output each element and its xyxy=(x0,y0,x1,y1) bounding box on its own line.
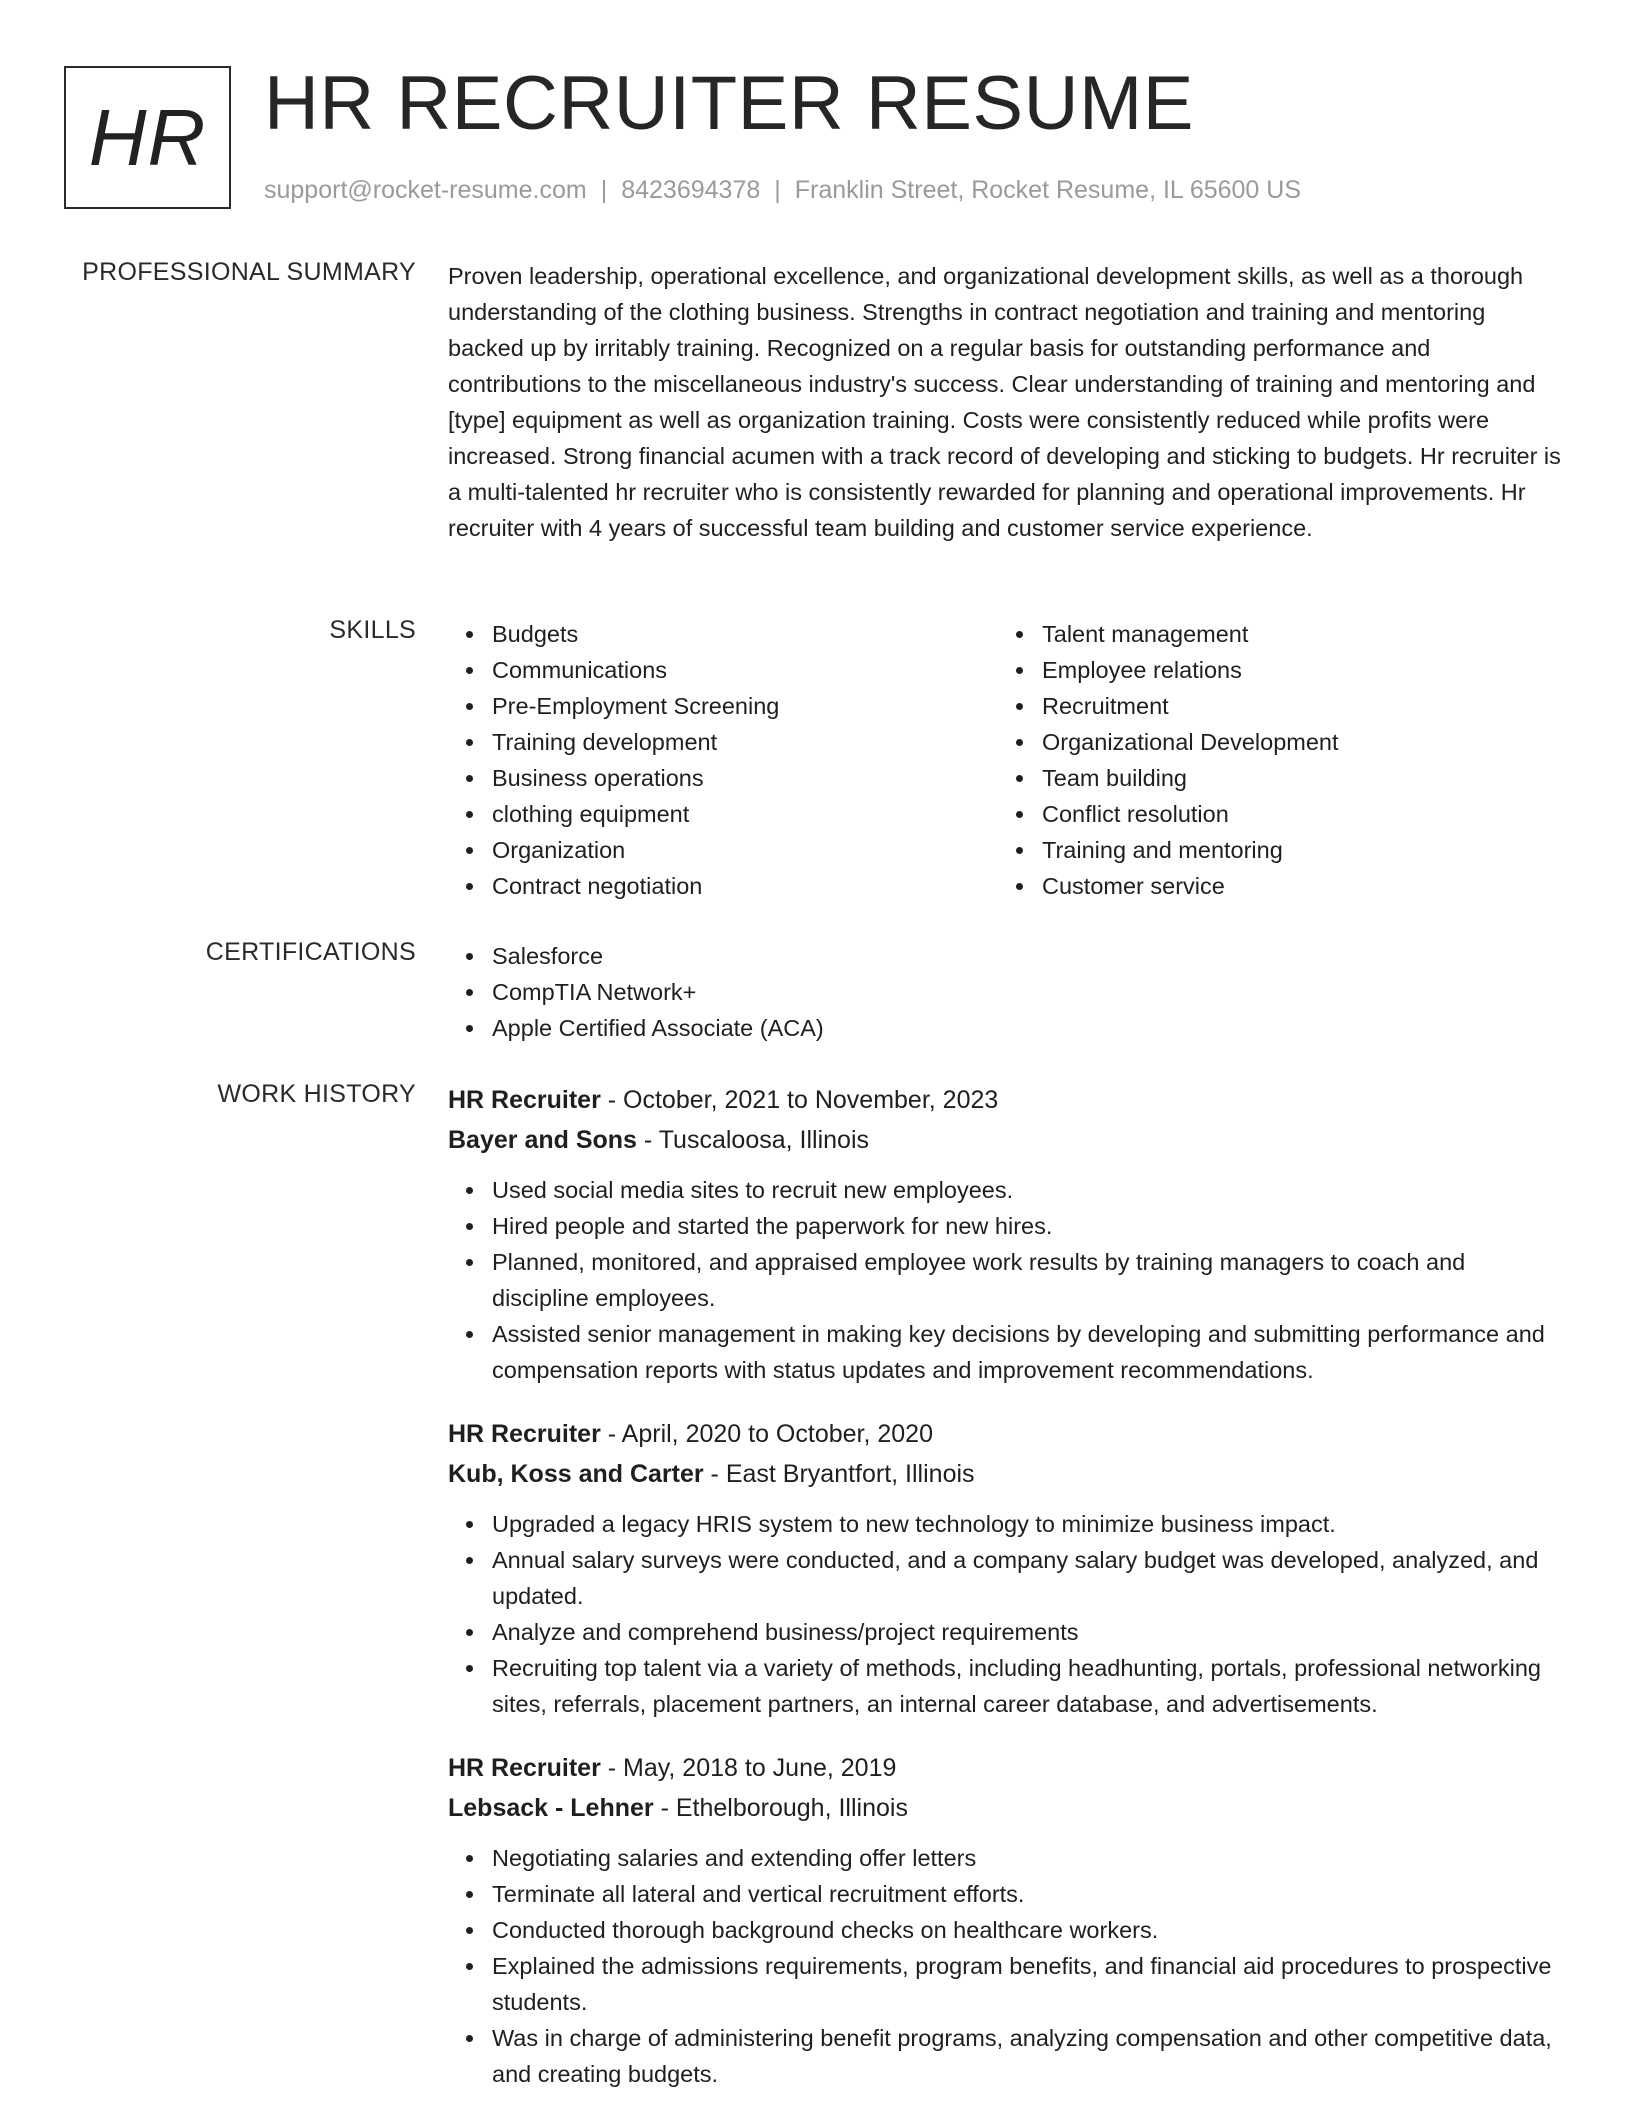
certifications-list xyxy=(448,938,1564,1046)
job-entry xyxy=(448,1080,1564,1388)
skill-item: Recruitment xyxy=(998,688,1548,724)
skill-item: Communications xyxy=(448,652,998,688)
job-company-line xyxy=(448,1454,1564,1494)
job-location: - East Bryantfort, Illinois xyxy=(703,1460,975,1488)
work-history-label: WORK HISTORY xyxy=(217,1080,416,1108)
job-title-line xyxy=(448,1748,1564,1788)
certification-item: Salesforce xyxy=(448,938,1564,974)
page-title: HR RECRUITER RESUME xyxy=(264,61,1194,146)
skills-list-right xyxy=(998,616,1548,904)
job-title: HR Recruiter xyxy=(448,1086,601,1114)
contact-email[interactable]: support@rocket-resume.com xyxy=(264,176,587,204)
skill-item: Employee relations xyxy=(998,652,1548,688)
contact-separator: | xyxy=(774,176,781,204)
job-company: Bayer and Sons xyxy=(448,1126,637,1154)
skill-item: clothing equipment xyxy=(448,796,998,832)
job-title-line xyxy=(448,1414,1564,1454)
skills-label: SKILLS xyxy=(329,616,416,644)
job-dates: - April, 2020 to October, 2020 xyxy=(600,1420,933,1448)
job-duty: Conducted thorough background checks on healthcare workers. xyxy=(448,1912,1564,1948)
job-duty: Was in charge of administering benefit programs, analyzing compensation and other competitive data, and creating budgets. xyxy=(448,2020,1564,2092)
skill-item: Training and mentoring xyxy=(998,832,1548,868)
job-duties xyxy=(448,1172,1564,1388)
skill-item: Organization xyxy=(448,832,998,868)
skill-item: Budgets xyxy=(448,616,998,652)
job-company: Kub, Koss and Carter xyxy=(448,1460,704,1488)
contact-address: Franklin Street, Rocket Resume, IL 65600 US xyxy=(794,176,1302,204)
job-duty: Hired people and started the paperwork for new hires. xyxy=(448,1208,1564,1244)
job-company: Lebsack - Lehner xyxy=(448,1794,654,1822)
job-entry xyxy=(448,1748,1564,2092)
certifications-body xyxy=(448,938,1564,1046)
job-duty: Planned, monitored, and appraised employee work results by training managers to coach and discipline employees. xyxy=(448,1244,1564,1316)
job-company-line xyxy=(448,1120,1564,1160)
job-dates: - October, 2021 to November, 2023 xyxy=(600,1086,999,1114)
skill-item: Training development xyxy=(448,724,998,760)
job-duties xyxy=(448,1506,1564,1722)
job-duties xyxy=(448,1840,1564,2092)
certification-item: CompTIA Network+ xyxy=(448,974,1564,1010)
job-duty: Explained the admissions requirements, program benefits, and financial aid procedures to prospective students. xyxy=(448,1948,1564,2020)
skill-item: Contract negotiation xyxy=(448,868,998,904)
job-duty: Annual salary surveys were conducted, and a company salary budget was developed, analyzed, and updated. xyxy=(448,1542,1564,1614)
job-duty: Assisted senior management in making key decisions by developing and submitting performance and compensation reports with status updates and improvement recommendations. xyxy=(448,1316,1564,1388)
job-duty: Used social media sites to recruit new employees. xyxy=(448,1172,1564,1208)
skills-list-left xyxy=(448,616,998,904)
job-location: - Tuscaloosa, Illinois xyxy=(636,1126,869,1154)
certification-item: Apple Certified Associate (ACA) xyxy=(448,1010,1564,1046)
certifications-label: CERTIFICATIONS xyxy=(205,938,416,966)
skill-item: Conflict resolution xyxy=(998,796,1548,832)
skill-item: Customer service xyxy=(998,868,1548,904)
job-title-line xyxy=(448,1080,1564,1120)
contact-line xyxy=(264,176,1301,205)
job-title: HR Recruiter xyxy=(448,1754,601,1782)
job-dates: - May, 2018 to June, 2019 xyxy=(600,1754,897,1782)
job-entry xyxy=(448,1414,1564,1722)
summary-text: Proven leadership, operational excellence, and organizational development skills, as well as a thorough understanding of the clothing business. Strengths in contract negotiation and training and mentoring backed up by irritably training. Recognized on a regular basis for outstanding performance and contributions to the miscellaneous industry's success. Clear understanding of training and mentoring and [type] equipment as well as organization training. Costs were consistently reduced while profits were increased. Strong financial acumen with a track record of developing and sticking to budgets. Hr recruiter is a multi-talented hr recruiter who is consistently rewarded for planning and operational improvements. Hr recruiter with 4 years of successful team building and customer service experience. xyxy=(448,263,1561,541)
contact-separator: | xyxy=(600,176,608,204)
job-duty: Upgraded a legacy HRIS system to new technology to minimize business impact. xyxy=(448,1506,1564,1542)
monogram-logo: HR xyxy=(64,66,231,209)
job-duty: Analyze and comprehend business/project requirements xyxy=(448,1614,1564,1650)
work-history-body xyxy=(448,1080,1564,2112)
summary-label: PROFESSIONAL SUMMARY xyxy=(82,258,416,286)
skill-item: Team building xyxy=(998,760,1548,796)
job-location: - Ethelborough, Illinois xyxy=(653,1794,908,1822)
job-title: HR Recruiter xyxy=(448,1420,601,1448)
resume-header xyxy=(64,61,1584,210)
contact-phone[interactable]: 8423694378 xyxy=(621,176,761,204)
job-company-line xyxy=(448,1788,1564,1828)
skills-grid xyxy=(448,616,1564,904)
job-duty: Recruiting top talent via a variety of methods, including headhunting, portals, professional networking sites, referrals, placement partners, an internal career database, and advertisements. xyxy=(448,1650,1564,1722)
skill-item: Talent management xyxy=(998,616,1548,652)
skill-item: Organizational Development xyxy=(998,724,1548,760)
skill-item: Pre-Employment Screening xyxy=(448,688,998,724)
job-duty: Negotiating salaries and extending offer letters xyxy=(448,1840,1564,1876)
job-duty: Terminate all lateral and vertical recruitment efforts. xyxy=(448,1876,1564,1912)
skill-item: Business operations xyxy=(448,760,998,796)
